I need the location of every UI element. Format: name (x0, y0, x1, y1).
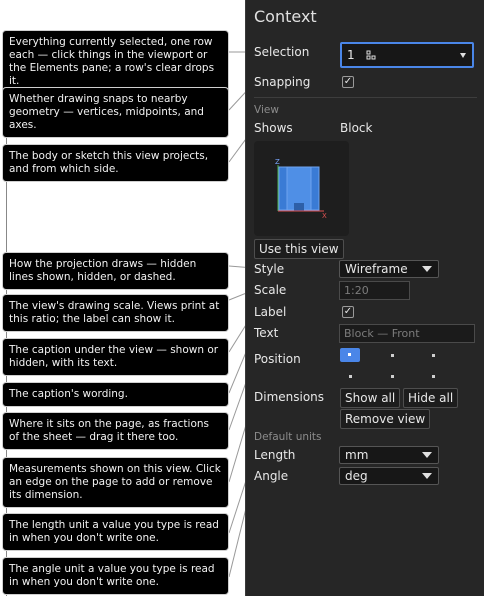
selection-count: 1 (347, 48, 355, 62)
remove-view-button[interactable]: Remove view (340, 409, 430, 429)
angle-unit-value: deg (345, 469, 368, 483)
selection-label: Selection (254, 45, 310, 59)
position-label: Position (254, 352, 301, 366)
note-shows: The body or sketch this view projects, and from which side. (2, 144, 229, 182)
chevron-down-icon (422, 473, 432, 479)
position-anchor-bottom-center[interactable] (391, 375, 394, 378)
view-preview-icon (254, 141, 349, 236)
style-label: Style (254, 262, 285, 276)
leader-text (229, 333, 246, 393)
note-scale: The view's drawing scale. Views print at this ratio; the label can show it. (2, 294, 229, 332)
selection-dropdown[interactable] (340, 42, 474, 68)
angle-unit-dropdown[interactable] (339, 467, 439, 485)
leader-shows (229, 128, 246, 162)
svg-text:X: X (322, 212, 327, 220)
style-dropdown[interactable] (339, 260, 439, 278)
snapping-label: Snapping (254, 75, 311, 89)
note-dimensions: Measurements shown on this view. Click an edge on the page to add or remove its dimension. (2, 457, 229, 508)
length-label: Length (254, 448, 296, 462)
length-unit-dropdown[interactable] (339, 446, 439, 464)
note-text: The caption's wording. (2, 382, 229, 407)
leader-position (229, 360, 246, 430)
label-checkbox[interactable]: ✓ (343, 306, 353, 317)
chevron-down-icon (460, 53, 466, 58)
style-value: Wireframe (345, 262, 408, 276)
caption-text-placeholder: Block — Front (344, 327, 420, 340)
panel-title: Context (254, 7, 317, 26)
leader-scale (229, 290, 246, 300)
position-anchor-bottom-left[interactable] (349, 375, 352, 378)
note-label: The caption under the view — shown or hidden, with its text. (2, 338, 229, 376)
length-unit-value: mm (345, 448, 369, 462)
label-row-label: Label (254, 305, 287, 319)
shows-label: Shows (254, 121, 293, 135)
dimensions-label: Dimensions (254, 390, 325, 404)
svg-text:Z: Z (275, 158, 280, 166)
text-label: Text (254, 326, 279, 340)
view-thumbnail[interactable] (254, 141, 349, 236)
hide-all-button[interactable]: Hide all (403, 388, 458, 408)
leader-snapping (229, 84, 246, 110)
chevron-down-icon (422, 452, 432, 458)
leader-dimensions (229, 398, 246, 482)
scale-input[interactable] (339, 281, 410, 300)
selection-group-icon (366, 50, 378, 64)
position-anchor-top-right[interactable] (432, 354, 435, 357)
leader-angle (229, 476, 246, 577)
context-panel (245, 0, 484, 596)
position-anchor-bottom-right[interactable] (432, 375, 435, 378)
view-section-heading: View (254, 104, 279, 116)
chevron-down-icon (422, 266, 432, 272)
show-all-button[interactable]: Show all (340, 388, 400, 408)
note-position: Where it sits on the page, as fractions of the sheet — drag it there too. (2, 412, 229, 450)
use-this-view-button[interactable]: Use this view (254, 239, 344, 259)
leader-label (229, 312, 246, 352)
note-length: The length unit a value you type is read in when you don't write one. (2, 513, 229, 551)
scale-placeholder: 1:20 (344, 284, 369, 297)
divider (254, 97, 477, 98)
leader-style (229, 266, 246, 268)
angle-label: Angle (254, 469, 289, 483)
snapping-checkbox[interactable]: ✓ (343, 76, 353, 87)
note-angle: The angle unit a value you type is read in when you don't write one. (2, 557, 229, 595)
units-section-heading: Default units (254, 431, 322, 443)
note-selection: Everything currently selected, one row each — click things in the viewport or the Elements pane; a row's clear drops it. (2, 30, 229, 94)
position-anchor-top-left[interactable] (340, 348, 360, 362)
leader-length (229, 456, 246, 533)
position-anchor-top-center[interactable] (391, 354, 394, 357)
scale-label: Scale (254, 283, 287, 297)
note-style: How the projection draws — hidden lines shown, hidden, or dashed. (2, 252, 229, 290)
note-snapping: Whether drawing snaps to nearby geometry — vertices, midpoints, and axes. (2, 87, 229, 138)
caption-text-input[interactable] (339, 324, 475, 343)
shows-value: Block (340, 121, 373, 135)
